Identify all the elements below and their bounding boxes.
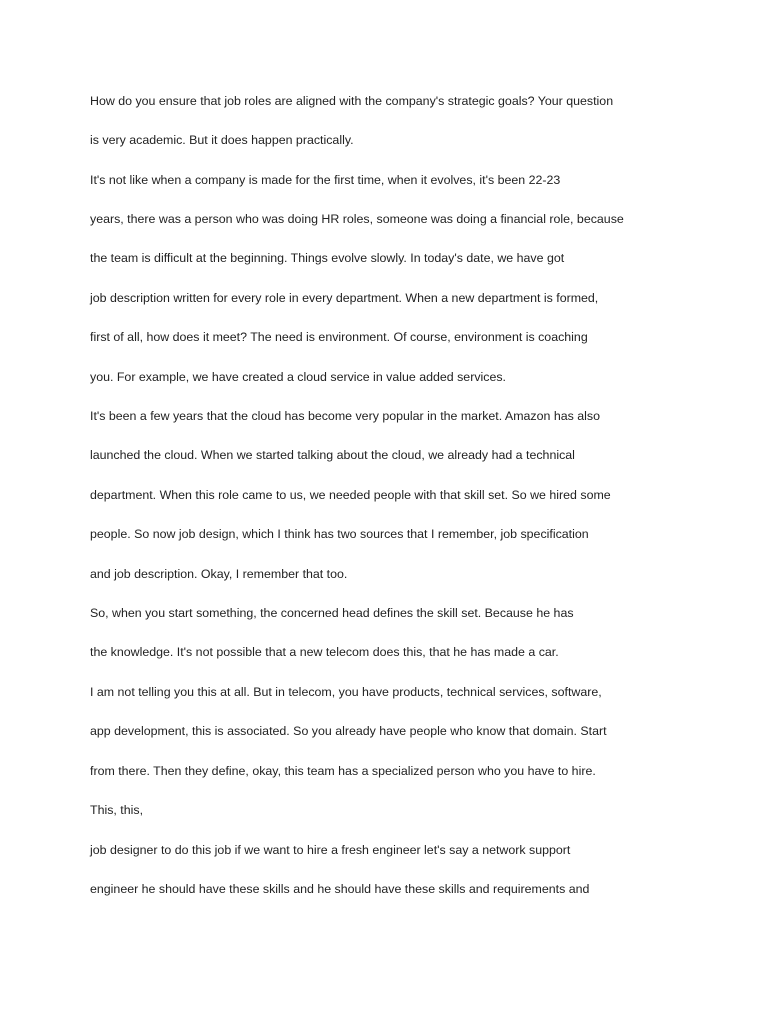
- text-line: and job description. Okay, I remember that too.: [90, 567, 348, 581]
- text-line: first of all, how does it meet? The need is environment. Of course, environment is coaching: [90, 330, 588, 344]
- text-line: department. When this role came to us, we needed people with that skill set. So we hired some: [90, 488, 611, 502]
- text-line: the team is difficult at the beginning. Things evolve slowly. In today's date, we have got: [90, 251, 565, 265]
- text-line: How do you ensure that job roles are aligned with the company's strategic goals? Your question: [90, 94, 614, 108]
- text-line: years, there was a person who was doing HR roles, someone was doing a financial role, because: [90, 212, 624, 226]
- text-line: from there. Then they define, okay, this team has a specialized person who you have to hire.: [90, 764, 596, 778]
- text-line: job description written for every role in every department. When a new department is formed,: [90, 291, 599, 305]
- text-line: It's been a few years that the cloud has become very popular in the market. Amazon has also: [90, 409, 600, 423]
- text-line: launched the cloud. When we started talking about the cloud, we already had a technical: [90, 448, 575, 462]
- text-line: app development, this is associated. So you already have people who know that domain. Start: [90, 724, 607, 738]
- text-line: It's not like when a company is made for the first time, when it evolves, it's been 22-23: [90, 173, 561, 187]
- text-line: you. For example, we have created a cloud service in value added services.: [90, 370, 506, 384]
- text-line: the knowledge. It's not possible that a new telecom does this, that he has made a car.: [90, 645, 559, 659]
- text-line: people. So now job design, which I think has two sources that I remember, job specification: [90, 527, 589, 541]
- text-line: engineer he should have these skills and he should have these skills and requirements and: [90, 882, 590, 896]
- text-line: job designer to do this job if we want to hire a fresh engineer let's say a network support: [90, 843, 571, 857]
- text-line: I am not telling you this at all. But in telecom, you have products, technical services, software,: [90, 685, 602, 699]
- text-line: This, this,: [90, 803, 144, 817]
- text-line: So, when you start something, the concerned head defines the skill set. Because he has: [90, 606, 574, 620]
- text-line: is very academic. But it does happen practically.: [90, 133, 354, 147]
